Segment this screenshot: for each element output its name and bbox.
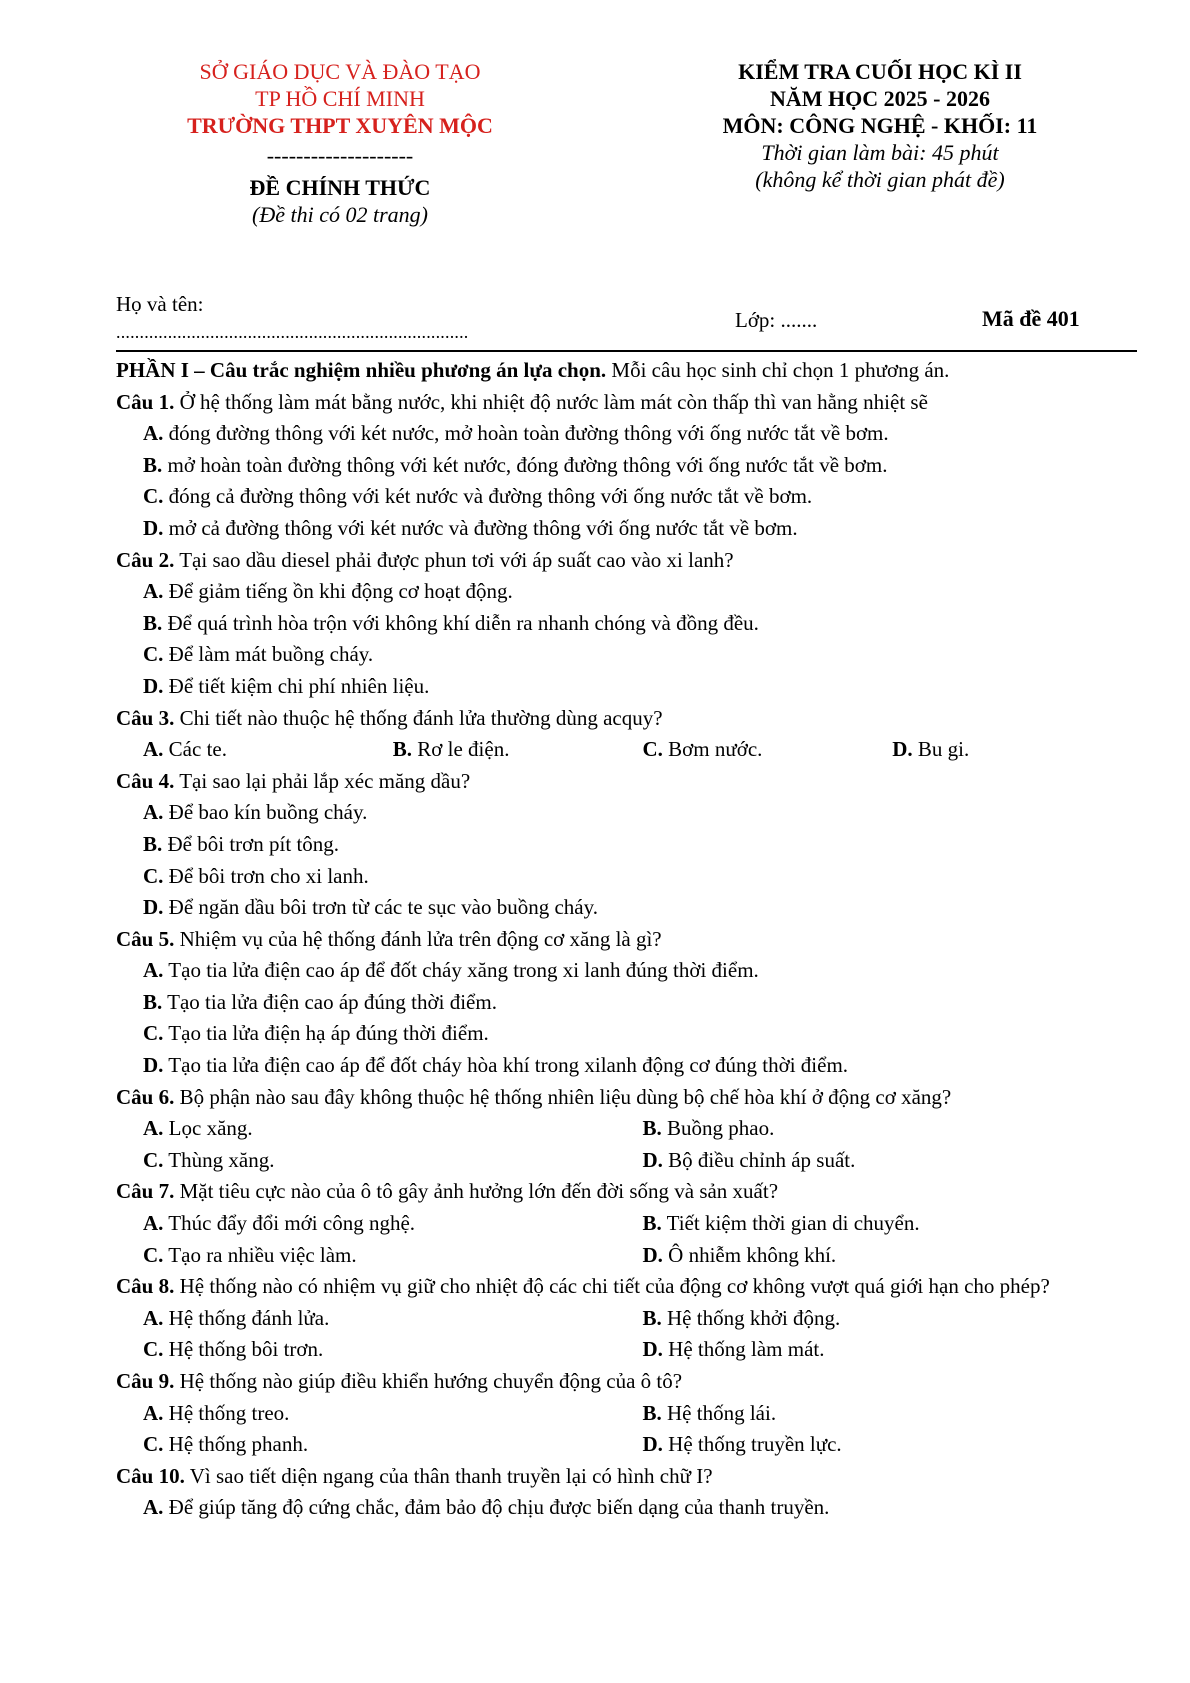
question <box>116 1366 1142 1398</box>
answer-row <box>116 1398 1142 1430</box>
answer-option <box>143 1208 643 1240</box>
answer-row <box>116 1429 1142 1461</box>
question-label: Câu 3. <box>116 705 175 730</box>
option-text: Hệ thống đánh lửa. <box>163 1305 330 1330</box>
answer-option <box>116 671 1142 703</box>
option-text: Bơm nước. <box>662 737 763 762</box>
option-letter: D. <box>143 1053 164 1078</box>
option-text: Hệ thống khởi động. <box>661 1305 841 1330</box>
option-letter: D. <box>642 1432 663 1457</box>
answer-row <box>116 1208 1142 1240</box>
answer-option <box>116 861 1142 893</box>
option-letter: B. <box>642 1211 662 1236</box>
answer-row <box>116 734 1142 766</box>
answer-option <box>643 734 893 766</box>
question <box>116 766 1142 798</box>
option-letter: D. <box>642 1337 663 1362</box>
question <box>116 1176 1142 1208</box>
option-letter: B. <box>642 1400 662 1425</box>
answer-option <box>116 987 1142 1019</box>
option-text: Để ngăn dầu bôi trơn từ các te sục vào buồng cháy. <box>163 895 598 920</box>
option-letter: C. <box>143 1147 164 1172</box>
option-letter: D. <box>143 515 164 540</box>
option-text: Để bôi trơn cho xi lanh. <box>163 863 369 888</box>
department-line1: SỞ GIÁO DỤC VÀ ĐÀO TẠO <box>199 59 481 84</box>
answer-option <box>892 734 1142 766</box>
option-letter: B. <box>143 610 163 635</box>
answer-option <box>143 1113 643 1145</box>
question <box>116 387 1142 419</box>
option-letter: A. <box>143 1495 164 1520</box>
option-text: Thùng xăng. <box>163 1147 275 1172</box>
answer-option <box>643 1398 1143 1430</box>
option-text: Tạo tia lửa điện cao áp đúng thời điểm. <box>162 989 497 1014</box>
option-text: Hệ thống truyền lực. <box>662 1432 842 1457</box>
answer-option <box>116 1050 1142 1082</box>
option-letter: D. <box>642 1147 663 1172</box>
question-label: Câu 5. <box>116 926 175 951</box>
option-text: Rơ le điện. <box>412 737 510 762</box>
option-text: Để tiết kiệm chi phí nhiên liệu. <box>163 673 430 698</box>
answer-option <box>643 1429 1143 1461</box>
question-text: Bộ phận nào sau đây không thuộc hệ thống nhiên liệu dùng bộ chế hòa khí ở động cơ xăng? <box>174 1084 952 1109</box>
option-text: Các te. <box>163 737 227 762</box>
option-letter: C. <box>143 1337 164 1362</box>
exam-title: KIỂM TRA CUỐI HỌC KÌ II <box>738 59 1022 84</box>
answer-option <box>116 892 1142 924</box>
option-text: Bộ điều chỉnh áp suất. <box>662 1147 856 1172</box>
question-text: Ở hệ thống làm mát bằng nước, khi nhiệt độ nước làm mát còn thấp thì van hằng nhiệt sẽ <box>174 389 928 414</box>
option-text: Ô nhiễm không khí. <box>662 1242 837 1267</box>
answer-option <box>116 829 1142 861</box>
option-letter: A. <box>143 1305 164 1330</box>
option-text: Tạo tia lửa điện cao áp để đốt cháy xăng trong xi lanh đúng thời điểm. <box>163 958 759 983</box>
option-letter: A. <box>143 579 164 604</box>
option-text: đóng cả đường thông với két nước và đường thông với ống nước tắt về bơm. <box>163 484 813 509</box>
question-label: Câu 2. <box>116 547 175 572</box>
department-line2: TP HỒ CHÍ MINH <box>255 86 425 111</box>
answer-option <box>143 734 393 766</box>
option-letter: B. <box>143 452 163 477</box>
question <box>116 1082 1142 1114</box>
answer-option <box>643 1145 1143 1177</box>
option-letter: C. <box>143 1242 164 1267</box>
answer-option <box>643 1334 1143 1366</box>
question-text: Tại sao lại phải lắp xéc măng dầu? <box>174 768 471 793</box>
option-letter: A. <box>143 1400 164 1425</box>
option-text: Để bao kín buồng cháy. <box>163 800 368 825</box>
question-label: Câu 1. <box>116 389 175 414</box>
option-letter: D. <box>892 737 913 762</box>
option-letter: C. <box>143 863 164 888</box>
answer-row <box>116 1303 1142 1335</box>
student-name-dots: ........................................................................... <box>116 322 469 342</box>
answer-row <box>116 1334 1142 1366</box>
answer-option <box>116 1018 1142 1050</box>
option-text: Để giúp tăng độ cứng chắc, đảm bảo độ chịu được biến dạng của thanh truyền. <box>163 1495 830 1520</box>
option-text: mở cả đường thông với két nước và đường thông với ống nước tắt về bơm. <box>163 515 798 540</box>
page-note: (Đề thi có 02 trang) <box>252 202 428 227</box>
answer-row <box>116 1145 1142 1177</box>
answer-option <box>116 481 1142 513</box>
option-letter: B. <box>143 989 163 1014</box>
option-letter: B. <box>143 831 163 856</box>
option-letter: C. <box>143 1432 164 1457</box>
question <box>116 924 1142 956</box>
question-text: Hệ thống nào có nhiệm vụ giữ cho nhiệt độ các chi tiết của động cơ không vượt quá giới hạn cho phép? <box>174 1274 1050 1299</box>
answer-option <box>116 608 1142 640</box>
option-letter: B. <box>642 1305 662 1330</box>
answer-option <box>643 1303 1143 1335</box>
option-text: Thúc đẩy đổi mới công nghệ. <box>163 1211 416 1236</box>
question-text: Mặt tiêu cực nào của ô tô gây ảnh hưởng lớn đến đời sống và sản xuất? <box>174 1179 779 1204</box>
question-text: Nhiệm vụ của hệ thống đánh lửa trên động cơ xăng là gì? <box>174 926 662 951</box>
option-text: Buồng phao. <box>661 1116 775 1141</box>
section-title-rest: Mỗi câu học sinh chỉ chọn 1 phương án. <box>606 358 950 382</box>
option-text: Để quá trình hòa trộn với không khí diễn ra nhanh chóng và đồng đều. <box>162 610 759 635</box>
question <box>116 545 1142 577</box>
question <box>116 1461 1142 1493</box>
option-text: Hệ thống bôi trơn. <box>163 1337 324 1362</box>
subject-line: MÔN: CÔNG NGHỆ - KHỐI: 11 <box>722 113 1038 138</box>
option-text: đóng đường thông với két nước, mở hoàn toàn đường thông với ống nước tắt về bơm. <box>163 421 889 446</box>
question-label: Câu 10. <box>116 1463 185 1488</box>
answer-option <box>116 418 1142 450</box>
answer-row <box>116 1240 1142 1272</box>
option-text: Hệ thống treo. <box>163 1400 290 1425</box>
option-letter: C. <box>642 737 663 762</box>
header-rule <box>116 350 1137 352</box>
exam-code: Mã đề 401 <box>982 306 1080 331</box>
answer-option <box>643 1240 1143 1272</box>
answer-option <box>143 1145 643 1177</box>
option-text: Hệ thống lái. <box>661 1400 777 1425</box>
school-year: NĂM HỌC 2025 - 2026 <box>770 86 990 111</box>
option-text: mở hoàn toàn đường thông với két nước, đóng đường thông với ống nước tắt về bơm. <box>162 452 888 477</box>
question-label: Câu 9. <box>116 1369 175 1393</box>
option-letter: D. <box>143 895 164 920</box>
option-text: Lọc xăng. <box>163 1116 253 1141</box>
duration: Thời gian làm bài: 45 phút <box>761 140 999 165</box>
option-letter: D. <box>642 1242 663 1267</box>
answer-option <box>143 1240 643 1272</box>
option-letter: A. <box>143 421 164 446</box>
header-right <box>655 58 1105 193</box>
option-letter: A. <box>143 800 164 825</box>
option-text: Tạo tia lửa điện cao áp để đốt cháy hòa khí trong xilanh động cơ đúng thời điểm. <box>163 1053 849 1078</box>
header-separator: -------------------- <box>266 143 414 168</box>
answer-option <box>143 1303 643 1335</box>
class-field: Lớp: ....... <box>735 308 818 332</box>
answer-option <box>143 1334 643 1366</box>
answer-option <box>643 1208 1143 1240</box>
answer-option <box>116 576 1142 608</box>
question-label: Câu 4. <box>116 768 175 793</box>
option-text: Hệ thống phanh. <box>163 1432 309 1457</box>
option-text: Bu gi. <box>912 737 970 762</box>
option-text: Để làm mát buồng cháy. <box>163 642 374 667</box>
option-letter: C. <box>143 1021 164 1046</box>
option-letter: A. <box>143 958 164 983</box>
option-text: Để bôi trơn pít tông. <box>162 831 340 856</box>
question-text: Chi tiết nào thuộc hệ thống đánh lửa thường dùng acquy? <box>174 705 663 730</box>
answer-option <box>116 639 1142 671</box>
option-letter: C. <box>143 484 164 509</box>
header-left <box>120 58 560 228</box>
option-letter: B. <box>392 737 413 762</box>
section-title <box>116 355 1142 387</box>
question-text: Hệ thống nào giúp điều khiển hướng chuyển động của ô tô? <box>174 1369 683 1393</box>
question-text: Vì sao tiết diện ngang của thân thanh truyền lại có hình chữ I? <box>184 1463 713 1488</box>
official-label: ĐỀ CHÍNH THỨC <box>249 175 431 200</box>
option-text: Tạo ra nhiều việc làm. <box>163 1242 357 1267</box>
question-text: Tại sao dầu diesel phải được phun tơi với áp suất cao vào xi lanh? <box>174 547 734 572</box>
school-name: TRƯỜNG THPT XUYÊN MỘC <box>187 113 493 138</box>
option-letter: A. <box>143 1211 164 1236</box>
option-text: Để giảm tiếng ồn khi động cơ hoạt động. <box>163 579 513 604</box>
question-label: Câu 7. <box>116 1179 175 1204</box>
answer-option <box>116 513 1142 545</box>
section-title-bold: PHẦN I – Câu trắc nghiệm nhiều phương án lựa chọn. <box>116 358 607 382</box>
option-text: Tiết kiệm thời gian di chuyển. <box>661 1211 920 1236</box>
option-text: Tạo tia lửa điện hạ áp đúng thời điểm. <box>163 1021 489 1046</box>
answer-option <box>143 1398 643 1430</box>
option-text: Hệ thống làm mát. <box>662 1337 825 1362</box>
question-list <box>116 355 1142 1524</box>
answer-option <box>116 1492 1142 1524</box>
answer-row <box>116 1113 1142 1145</box>
student-name-label: Họ và tên: <box>116 292 204 316</box>
question <box>116 703 1142 735</box>
answer-option <box>143 1429 643 1461</box>
option-letter: C. <box>143 642 164 667</box>
answer-option <box>393 734 643 766</box>
option-letter: A. <box>143 737 164 762</box>
answer-option <box>116 797 1142 829</box>
question-label: Câu 6. <box>116 1084 175 1109</box>
answer-option <box>643 1113 1143 1145</box>
option-letter: B. <box>642 1116 662 1141</box>
answer-option <box>116 450 1142 482</box>
option-letter: D. <box>143 673 164 698</box>
answer-option <box>116 955 1142 987</box>
question-label: Câu 8. <box>116 1274 175 1299</box>
duration-note: (không kể thời gian phát đề) <box>755 167 1005 192</box>
option-letter: A. <box>143 1116 164 1141</box>
question <box>116 1271 1142 1303</box>
